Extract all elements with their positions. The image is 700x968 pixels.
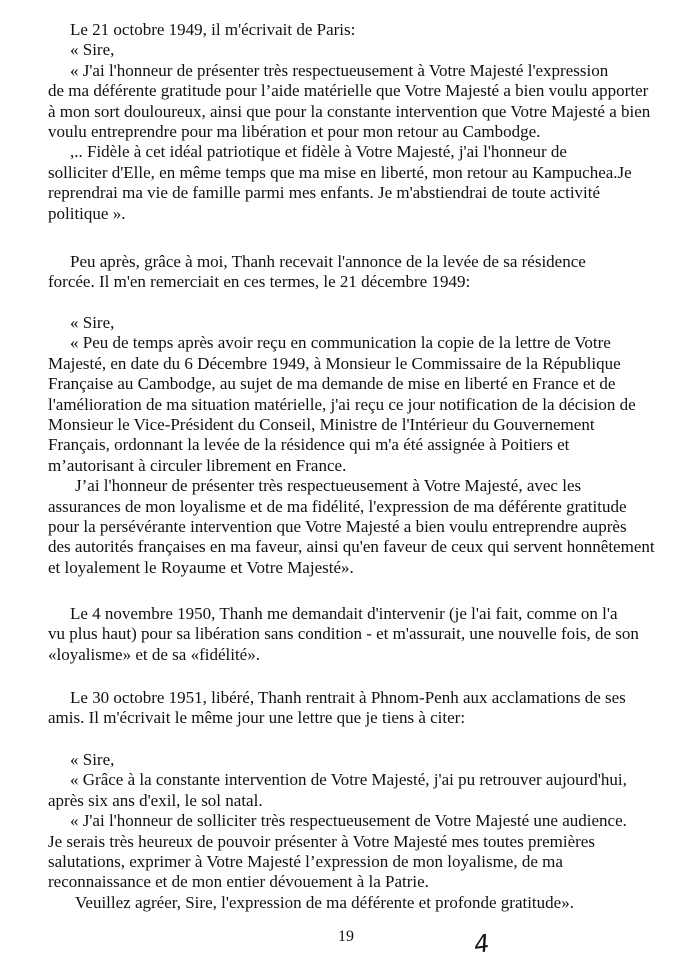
paragraph-oct-1951 [48,688,660,729]
handwritten-mark: 4 [472,929,492,959]
text-line: m’autorisant à circuler librement en France. [48,455,347,475]
text-line: Veuillez agréer, Sire, l'expression de ma déférente et profonde gratitude». [75,892,574,912]
text-line: après six ans d'exil, le sol natal. [48,790,263,810]
text-line: l'amélioration de ma situation matérielle, j'ai reçu ce jour notification de la décision de [48,394,636,414]
text-line: « Sire, [70,40,115,60]
text-line: Le 21 octobre 1949, il m'écrivait de Paris: [70,20,356,39]
text-line: salutations, exprimer à Votre Majesté l’expression de mon loyalisme, de ma [48,852,563,872]
text-line: Le 4 novembre 1950, Thanh me demandait d'intervenir (je l'ai fait, comme on l'a [70,604,618,623]
text-line: pour la persévérante intervention que Votre Majesté a bien voulu entreprendre auprès [48,517,627,537]
text-line: « Grâce à la constante intervention de Votre Majesté, j'ai pu retrouver aujourd'hui, [70,770,627,790]
text-line: « J'ai l'honneur de présenter très respectueusement à Votre Majesté l'expression [70,60,609,80]
text-line: Peu après, grâce à moi, Thanh recevait l'annonce de la levée de sa résidence [70,252,586,271]
paragraph-residence-lifted [48,252,660,293]
text-line: Monsieur le Vice-Président du Conseil, Ministre de l'Intérieur du Gouvernement [48,415,595,435]
paragraph-nov-1950 [48,604,660,665]
text-line: assurances de mon loyalisme et de ma fidélité, l'expression de ma déférente gratitude [48,496,627,516]
text-line: des autorités françaises en ma faveur, ainsi qu'en faveur de ceux qui servent honnêtement [48,537,655,557]
text-line: et loyalement le Royaume et Votre Majesté». [48,557,354,577]
paragraph-letter-oct-1951 [48,750,660,913]
text-line: Le 30 octobre 1951, libéré, Thanh rentrait à Phnom-Penh aux acclamations de ses [70,688,626,707]
text-line: J’ai l'honneur de présenter très respectueusement à Votre Majesté, avec les [75,476,582,496]
text-line: « J'ai l'honneur de solliciter très respectueusement de Votre Majesté une audience. [70,811,627,831]
text-line: solliciter d'Elle, en même temps que ma mise en liberté, mon retour au Kampuchea.Je [48,162,632,182]
paragraph-letter-dec-1949 [48,313,660,578]
text-line: « Sire, [70,313,115,332]
paragraph-letter-oct-1949 [48,20,660,224]
text-line: Je serais très heureux de pouvoir présenter à Votre Majesté mes toutes premières [48,831,595,851]
text-line: Français, ordonnant la levée de la résidence qui m'a été assignée à Poitiers et [48,435,570,455]
text-line: forcée. Il m'en remerciait en ces termes, le 21 décembre 1949: [48,272,471,292]
text-line: reconnaissance et de mon entier dévouement à la Patrie. [48,872,429,892]
text-line: reprendrai ma vie de famille parmi mes enfants. Je m'abstiendrai de toute activité [48,183,601,203]
text-line: voulu entreprendre pour ma libération et pour mon retour au Cambodge. [48,122,541,142]
text-line: vu plus haut) pour sa libération sans condition - et m'assurait, une nouvelle fois, de son [48,624,639,644]
text-line: amis. Il m'écrivait le même jour une lettre que je tiens à citer: [48,708,466,728]
text-line: « Sire, [70,750,115,769]
text-line: Majesté, en date du 6 Décembre 1949, à Monsieur le Commissaire de la République [48,353,621,373]
text-line: à mon sort douloureux, ainsi que pour la constante intervention que Votre Majesté a bien [48,101,651,121]
text-line: de ma déférente gratitude pour l’aide matérielle que Votre Majesté a bien voulu apporter [48,81,649,101]
text-line: « Peu de temps après avoir reçu en communication la copie de la lettre de Votre [70,333,611,353]
text-line: politique ». [48,203,126,223]
text-line: ,.. Fidèle à cet idéal patriotique et fidèle à Votre Majesté, j'ai l'honneur de [70,142,567,162]
page-number: 19 [338,928,354,945]
text-line: «loyalisme» et de sa «fidélité». [48,644,260,664]
text-line: Française au Cambodge, au sujet de ma demande de mise en liberté en France et de [48,374,616,394]
